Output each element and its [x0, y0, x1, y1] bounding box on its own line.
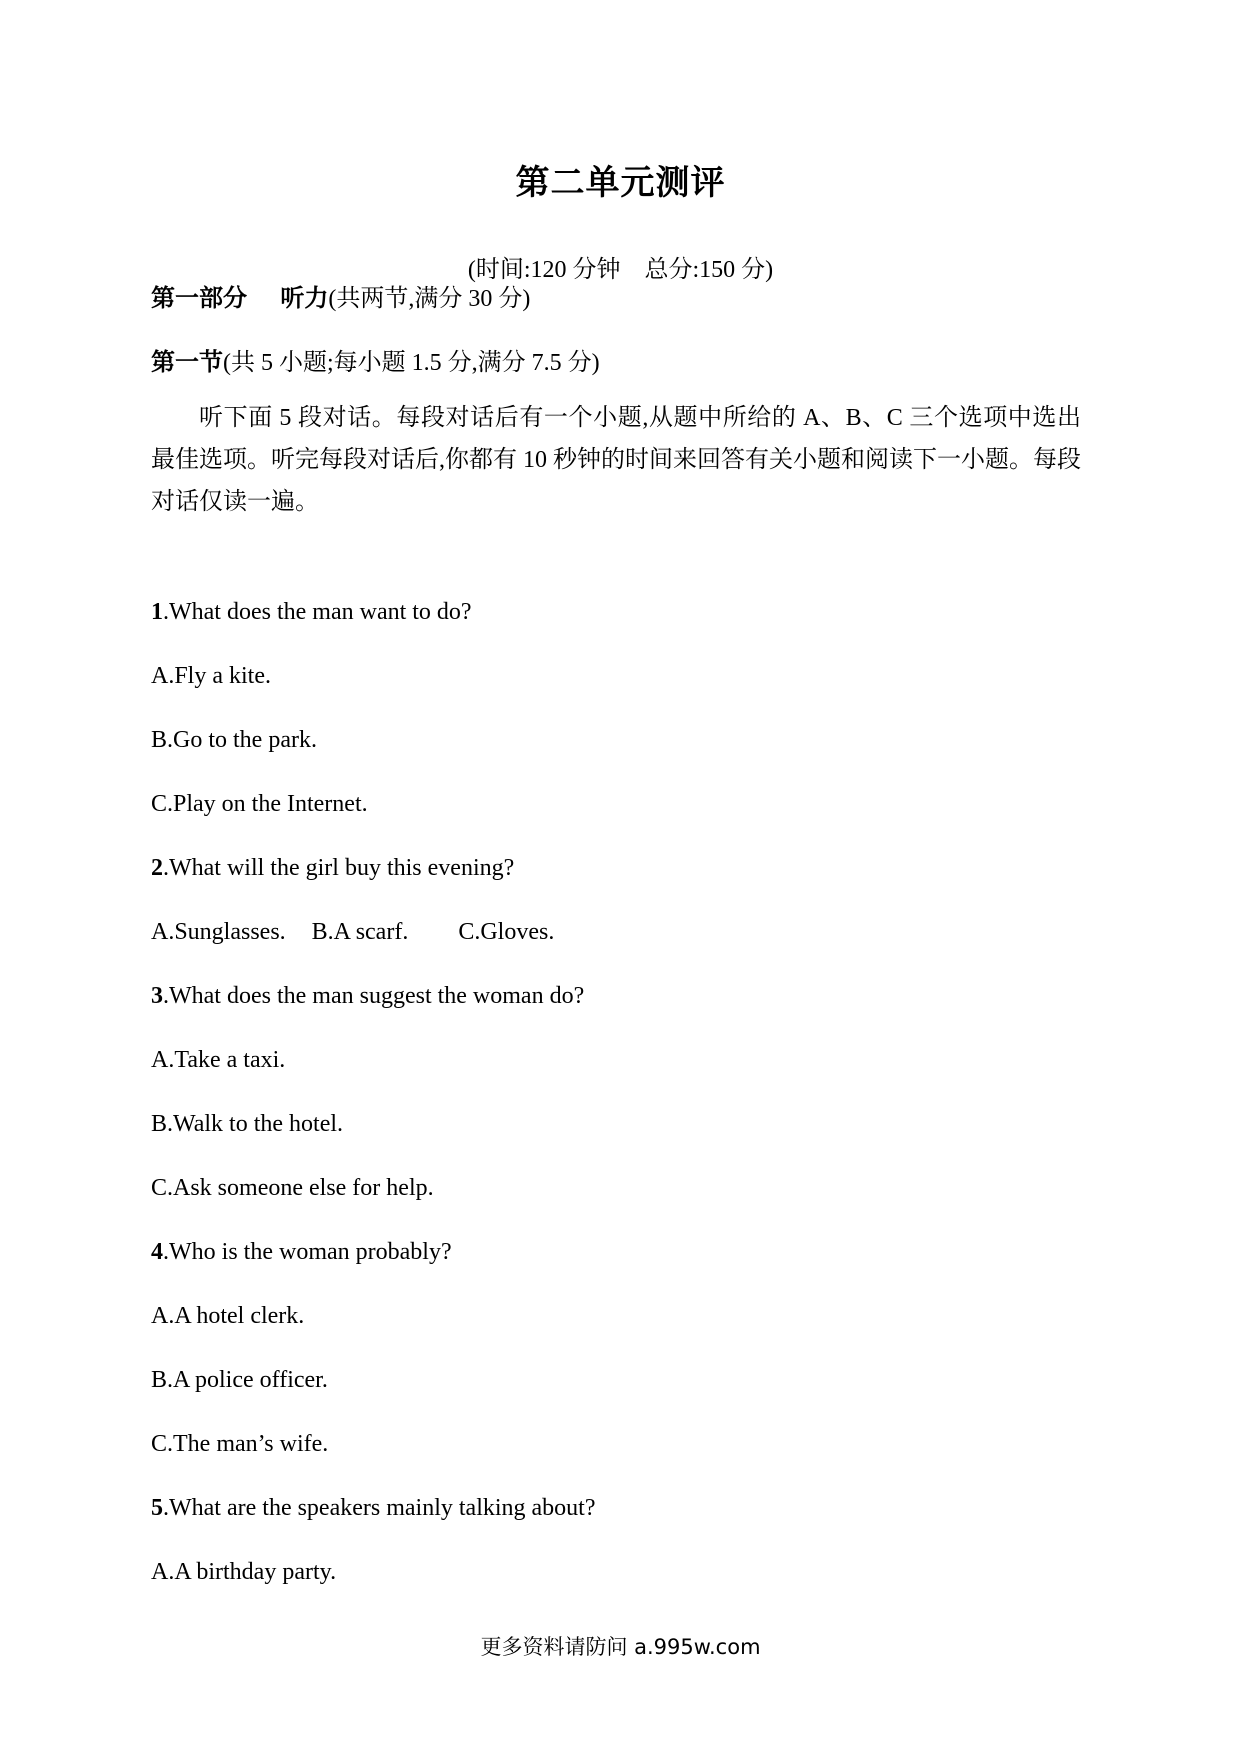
option-4c: C.The man’s wife. — [151, 1431, 329, 1457]
part-label: 第一部分 听力 — [151, 284, 329, 312]
section-detail: (共 5 小题;每小题 1.5 分,满分 7.5 分) — [223, 350, 600, 376]
question-text: .What does the man want to do? — [163, 599, 472, 625]
option-2a: A.Sunglasses. — [151, 919, 286, 945]
option-1a: A.Fly a kite. — [151, 663, 271, 689]
question-text: .Who is the woman probably? — [163, 1239, 452, 1265]
question-number: 5 — [151, 1495, 163, 1521]
option-2b: B.A scarf. — [311, 919, 409, 945]
question-4 — [151, 1237, 452, 1267]
section-label: 第一节 — [151, 348, 223, 376]
option-3a: A.Take a taxi. — [151, 1047, 286, 1073]
part-heading — [151, 283, 530, 314]
question-number: 1 — [151, 599, 163, 625]
question-text: .What does the man suggest the woman do? — [163, 983, 585, 1009]
question-text: .What are the speakers mainly talking about? — [163, 1495, 596, 1521]
question-number: 3 — [151, 983, 163, 1009]
question-2 — [151, 853, 514, 883]
question-1 — [151, 597, 472, 627]
question-3 — [151, 981, 584, 1011]
exam-info: (时间:120 分钟 总分:150 分) — [467, 257, 774, 283]
page-title: 第二单元测评 — [515, 163, 726, 203]
option-3b: B.Walk to the hotel. — [151, 1111, 344, 1137]
option-4b: B.A police officer. — [151, 1367, 328, 1393]
option-4a: A.A hotel clerk. — [151, 1303, 305, 1329]
option-5a: A.A birthday party. — [151, 1559, 337, 1585]
part-detail: (共两节,满分 30 分) — [328, 286, 531, 312]
question-number: 2 — [151, 855, 163, 881]
instructions-paragraph: 听下面 5 段对话。每段对话后有一个小题,从题中所给的 A、B、C 三个选项中选出最佳选项。听完每段对话后,你都有 10 秒钟的时间来回答有关小题和阅读下一小题。每段对话仅读一遍。 — [151, 405, 1081, 515]
question-text: .What will the girl buy this evening? — [163, 855, 515, 881]
option-1c: C.Play on the Internet. — [151, 791, 368, 817]
footer-link-text[interactable]: 更多资料请防问 a.995w.com — [480, 1635, 761, 1659]
option-1b: B.Go to the park. — [151, 727, 317, 753]
options-row-2 — [151, 917, 554, 947]
question-5 — [151, 1493, 596, 1523]
section-heading — [151, 347, 600, 378]
question-number: 4 — [151, 1239, 163, 1265]
option-2c: C.Gloves. — [458, 919, 555, 945]
option-3c: C.Ask someone else for help. — [151, 1175, 434, 1201]
